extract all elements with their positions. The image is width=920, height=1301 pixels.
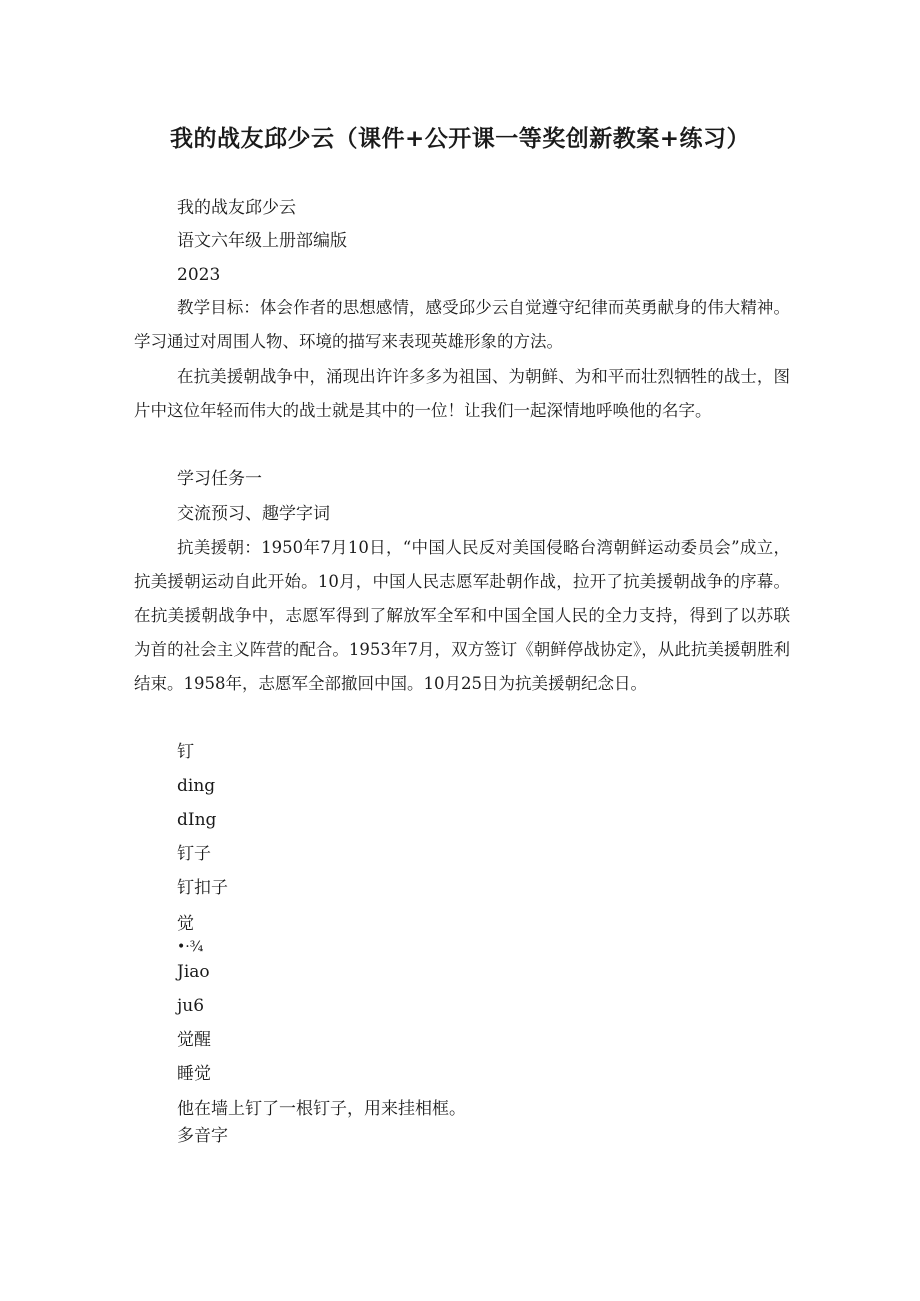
vocab-word: 钉扣子 [177, 878, 228, 898]
vocab-character: 钉 [177, 742, 194, 762]
history-paragraph: 抗美援朝：1950年7月10日，“中国人民反对美国侵略台湾朝鲜运动委员会”成立，抗美援朝运动自此开始。10月，中国人民志愿军赴朝作战，拉开了抗美援朝战争的序幕。在抗美援朝战争中，志愿军得到了解放军全军和中国全国人民的全力支持，得到了以苏联为首的社会主义阵营的配合。1953年7月，双方签订《朝鲜停战协定》，从此抗美援朝胜利结束。1958年，志愿军全部撤回中国。10月25日为抗美援朝纪念日。 [134, 538, 790, 693]
grade-label: 语文六年级上册部编版 [177, 231, 347, 251]
pinyin-line: dIng [177, 810, 217, 830]
garbled-text: •·¾ [177, 939, 204, 955]
page-title: 我的战友邱少云（课件+公开课一等奖创新教案+练习） [169, 126, 751, 152]
example-sentence: 他在墙上钉了一根钉子，用来挂相框。 [177, 1099, 466, 1119]
teaching-goals-paragraph: 教学目标：体会作者的思想感情，感受邱少云自觉遵守纪律而英勇献身的伟大精神。学习通过对周围人物、环境的描写来表现英雄形象的方法。 [134, 298, 790, 351]
vocab-word: 觉醒 [177, 1030, 211, 1050]
task-heading: 学习任务一 [177, 469, 262, 489]
vocab-character: 觉 [177, 914, 194, 934]
pinyin-line: ju6 [177, 996, 205, 1016]
polyphone-label: 多音字 [177, 1126, 228, 1146]
year-label: 2023 [177, 265, 221, 285]
pinyin-line: Jiao [177, 962, 210, 982]
task-subheading: 交流预习、趣学字词 [177, 504, 330, 524]
vocab-word: 钉子 [177, 844, 211, 864]
pinyin-line: ding [177, 776, 216, 796]
lesson-name: 我的战友邱少云 [177, 198, 296, 218]
vocab-word: 睡觉 [177, 1064, 211, 1084]
intro-paragraph: 在抗美援朝战争中，涌现出许许多多为祖国、为朝鲜、为和平而壮烈牺牲的战士，图片中这位年轻而伟大的战士就是其中的一位！让我们一起深情地呼唤他的名字。 [134, 367, 790, 420]
